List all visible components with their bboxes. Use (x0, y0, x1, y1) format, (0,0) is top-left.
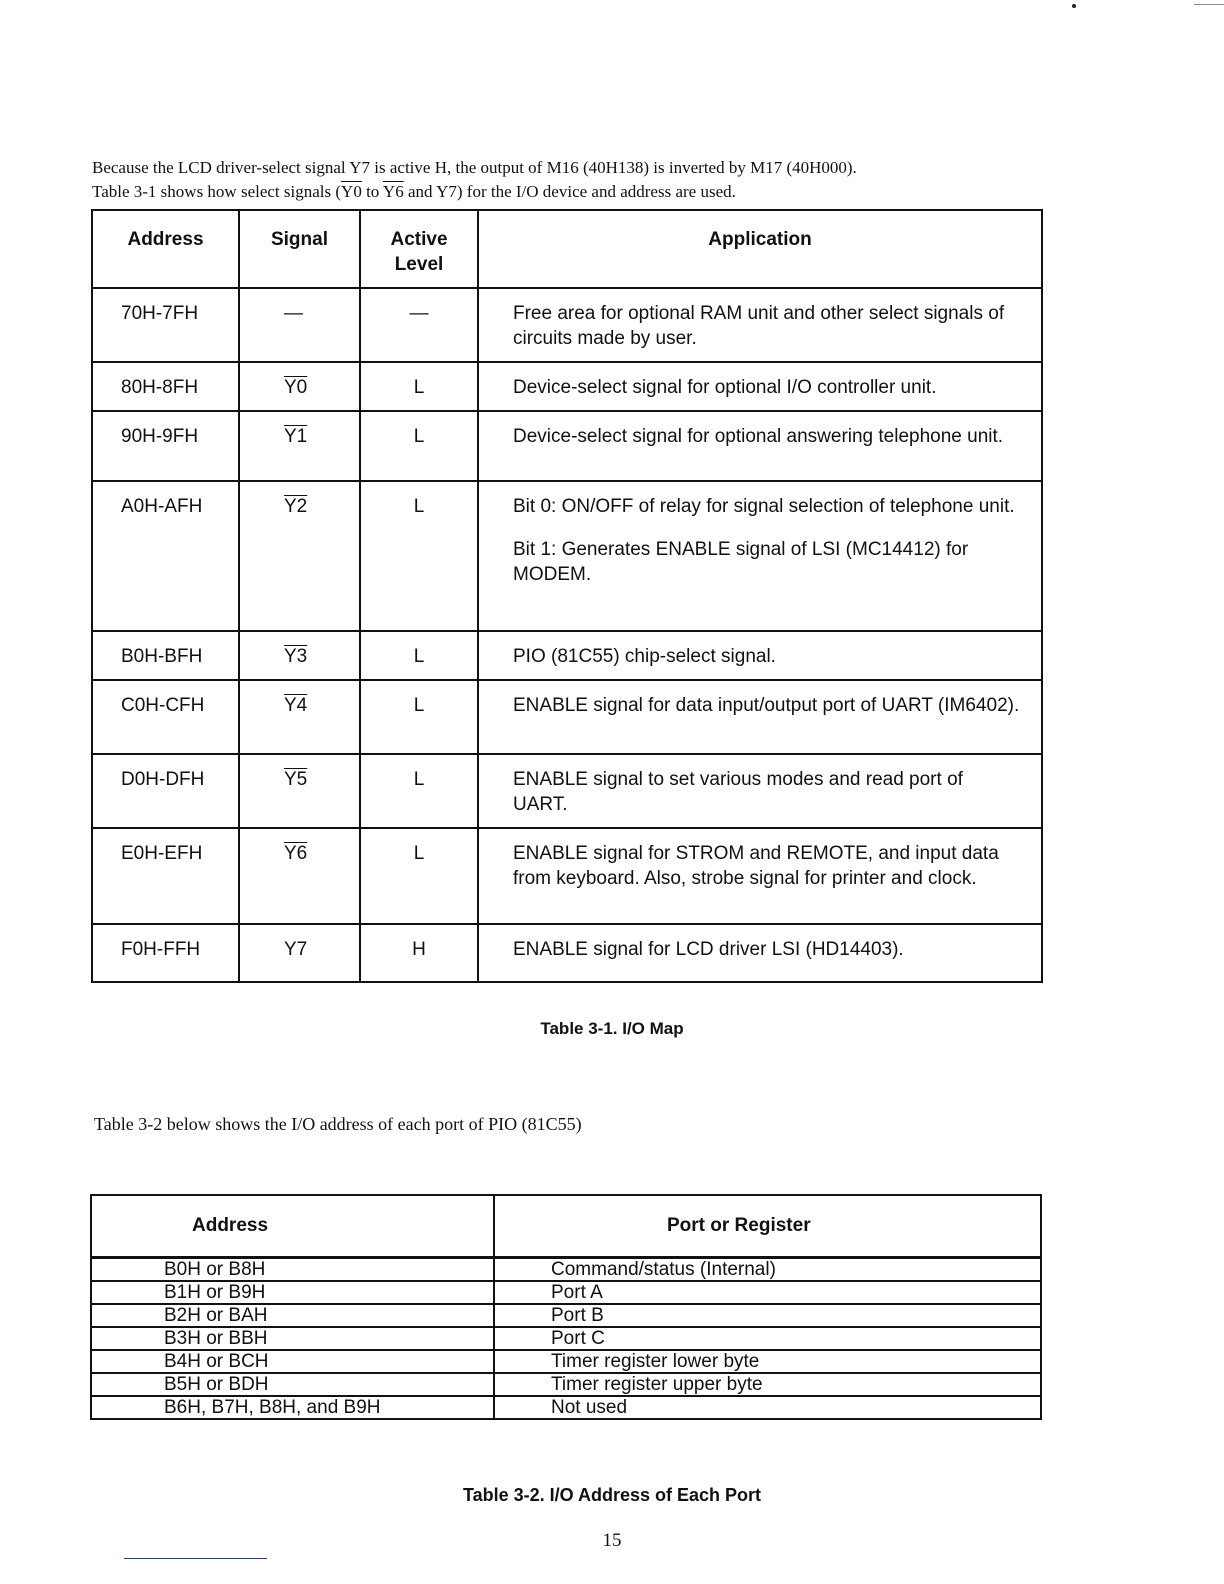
table-row (92, 411, 1042, 481)
table-row (92, 680, 1042, 754)
table-row (91, 1281, 1041, 1304)
header-address: Address (91, 1195, 494, 1258)
header-level: Level (394, 254, 444, 275)
scan-edge-rule (1194, 4, 1224, 5)
port-cell: Port A (494, 1281, 1041, 1304)
pio-address-body (91, 1258, 1041, 1420)
table-row (91, 1304, 1041, 1327)
header-address: Address (92, 210, 239, 288)
application-text: Bit 0: ON/OFF of relay for signal selection of telephone unit. (513, 496, 1015, 517)
header-active-level (360, 210, 478, 288)
active-level-cell: L (360, 631, 478, 680)
address-cell: B1H or B9H (91, 1281, 494, 1304)
application-text: ENABLE signal for LCD driver LSI (HD14403). (513, 939, 904, 960)
application-cell (478, 411, 1042, 481)
scan-speck (1072, 4, 1076, 8)
table-row (91, 1373, 1041, 1396)
application-cell (478, 481, 1042, 631)
active-level-cell: L (360, 680, 478, 754)
application-text: Free area for optional RAM unit and other select signals of circuits made by user. (513, 303, 1005, 349)
signal-cell (239, 288, 360, 362)
table-row (92, 288, 1042, 362)
address-cell: F0H-FFH (92, 924, 239, 982)
active-level-cell: L (360, 828, 478, 924)
application-text: Device-select signal for optional I/O controller unit. (513, 377, 937, 398)
port-cell: Command/status (Internal) (494, 1258, 1041, 1282)
signal-cell (239, 924, 360, 982)
address-cell: E0H-EFH (92, 828, 239, 924)
table-2-caption: Table 3-2. I/O Address of Each Port (462, 1485, 762, 1505)
active-level-cell: — (360, 288, 478, 362)
application-cell (478, 631, 1042, 680)
table-row (92, 924, 1042, 982)
intro-to: to (361, 182, 383, 201)
application-text: ENABLE signal for STROM and REMOTE, and input data from keyboard. Also, strobe signal for printer and clock. (513, 843, 999, 889)
intro-signal-y0: Y0 (341, 182, 362, 201)
address-cell: B0H or B8H (91, 1258, 494, 1282)
intro-line-2-end: and Y7) for the I/O device and address are used. (403, 182, 736, 201)
application-text: Device-select signal for optional answering telephone unit. (513, 426, 1004, 447)
application-cell (478, 754, 1042, 828)
table-row (91, 1258, 1041, 1282)
table-row (91, 1350, 1041, 1373)
page-number: 15 (602, 1530, 622, 1551)
table-2-lead-text: Table 3-2 below shows the I/O address of each port of PIO (81C55) (94, 1114, 582, 1134)
signal-cell (239, 631, 360, 680)
table-row (92, 362, 1042, 411)
table-row (91, 1396, 1041, 1419)
address-cell: B0H-BFH (92, 631, 239, 680)
signal-label: Y0 (284, 377, 308, 398)
signal-label: Y1 (284, 426, 308, 447)
application-cell (478, 680, 1042, 754)
io-map-table (91, 209, 1043, 983)
address-cell: 70H-7FH (92, 288, 239, 362)
header-application: Application (478, 210, 1042, 288)
application-text: PIO (81C55) chip-select signal. (513, 646, 776, 667)
address-cell: A0H-AFH (92, 481, 239, 631)
application-text: Bit 1: Generates ENABLE signal of LSI (MC14412) for MODEM. (513, 539, 969, 585)
signal-cell (239, 828, 360, 924)
application-cell (478, 288, 1042, 362)
active-level-cell: L (360, 411, 478, 481)
application-cell (478, 924, 1042, 982)
pio-header-row (91, 1195, 1041, 1258)
intro-signal-y6: Y6 (382, 182, 404, 201)
signal-label: Y5 (284, 769, 308, 790)
signal-cell (239, 481, 360, 631)
application-cell (478, 362, 1042, 411)
address-cell: 90H-9FH (92, 411, 239, 481)
table-row (92, 481, 1042, 631)
address-cell: B2H or BAH (91, 1304, 494, 1327)
signal-cell (239, 680, 360, 754)
address-cell: C0H-CFH (92, 680, 239, 754)
application-text: ENABLE signal for data input/output port of UART (IM6402). (513, 695, 1020, 716)
signal-label: Y3 (284, 646, 308, 667)
signal-label: Y4 (284, 695, 308, 716)
table-1-caption: Table 3-1. I/O Map (540, 1019, 684, 1038)
intro-line-2 (92, 180, 1052, 204)
pio-address-table (90, 1194, 1042, 1420)
footer-rule (124, 1558, 267, 1559)
signal-cell (239, 411, 360, 481)
active-level-cell: L (360, 481, 478, 631)
signal-label: Y7 (284, 939, 308, 960)
io-map-header-row (92, 210, 1042, 288)
table-row (91, 1327, 1041, 1350)
active-level-cell: H (360, 924, 478, 982)
signal-cell (239, 362, 360, 411)
address-cell: B4H or BCH (91, 1350, 494, 1373)
signal-label: — (284, 303, 303, 324)
address-cell: D0H-DFH (92, 754, 239, 828)
header-port-or-register: Port or Register (494, 1195, 1041, 1258)
port-cell: Port C (494, 1327, 1041, 1350)
intro-line-1: Because the LCD driver-select signal Y7 is active H, the output of M16 (40H138) is inverted by M17 (40H000). (92, 158, 857, 177)
address-cell: 80H-8FH (92, 362, 239, 411)
active-level-cell: L (360, 362, 478, 411)
table-row (92, 754, 1042, 828)
port-cell: Timer register upper byte (494, 1373, 1041, 1396)
address-cell: B6H, B7H, B8H, and B9H (91, 1396, 494, 1419)
signal-label: Y6 (284, 843, 308, 864)
address-cell: B5H or BDH (91, 1373, 494, 1396)
application-cell (478, 828, 1042, 924)
signal-cell (239, 754, 360, 828)
io-map-body (92, 288, 1042, 982)
active-level-cell: L (360, 754, 478, 828)
header-active: Active (390, 229, 448, 250)
port-cell: Not used (494, 1396, 1041, 1419)
table-row (92, 828, 1042, 924)
signal-label: Y2 (284, 496, 308, 517)
port-cell: Timer register lower byte (494, 1350, 1041, 1373)
intro-paragraph (92, 156, 1052, 204)
table-row (92, 631, 1042, 680)
intro-line-2-start: Table 3-1 shows how select signals ( (92, 182, 342, 201)
address-cell: B3H or BBH (91, 1327, 494, 1350)
port-cell: Port B (494, 1304, 1041, 1327)
header-signal: Signal (239, 210, 360, 288)
application-text: ENABLE signal to set various modes and read port of UART. (513, 769, 963, 815)
